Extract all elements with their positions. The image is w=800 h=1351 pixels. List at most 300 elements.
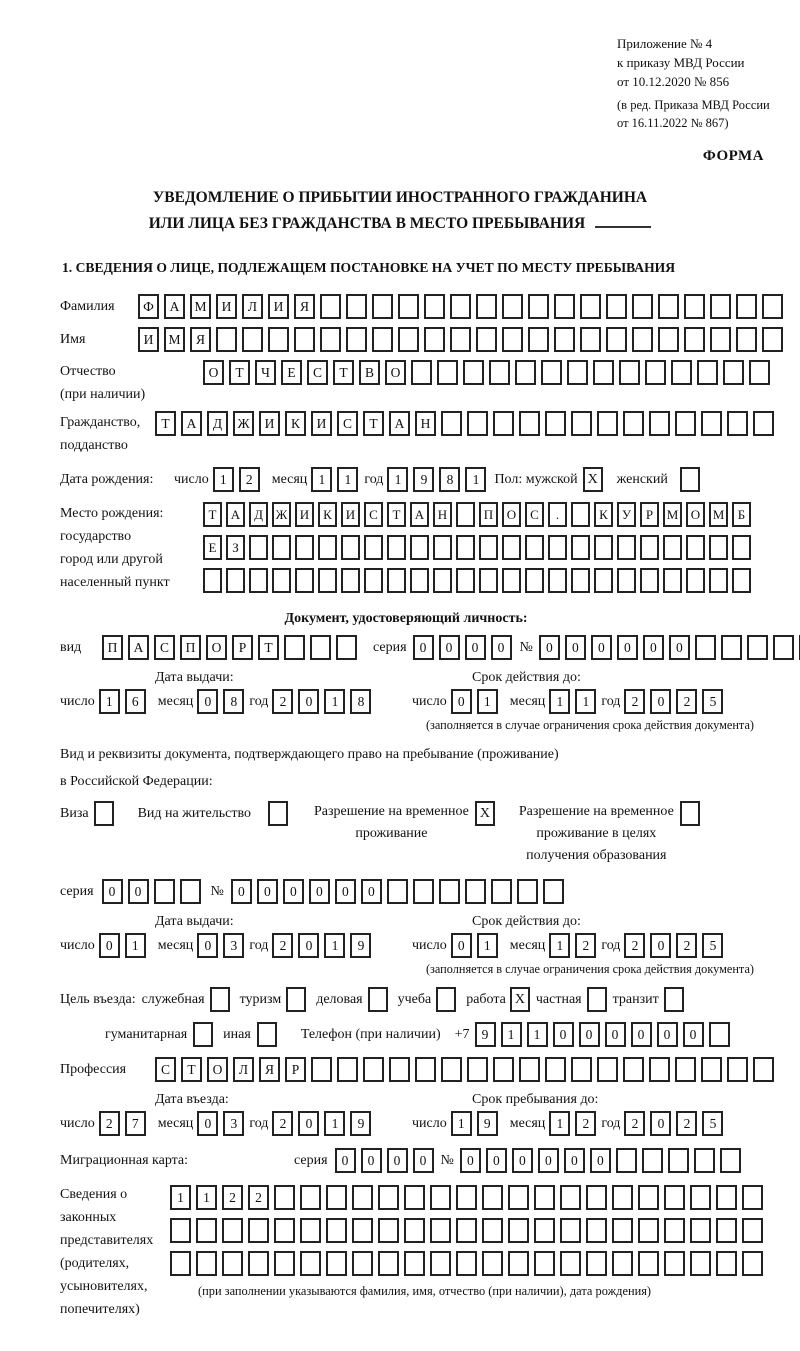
char-cell[interactable]: 0 [669,635,690,660]
char-cell[interactable] [684,294,705,319]
char-cell[interactable] [364,568,383,593]
char-cell[interactable] [378,1185,399,1210]
char-cell[interactable] [482,1185,503,1210]
char-cell[interactable]: Т [203,502,222,527]
char-cell[interactable] [274,1218,295,1243]
char-cell[interactable] [226,568,245,593]
char-cell[interactable]: Т [229,360,250,385]
char-cell[interactable]: 9 [413,467,434,492]
char-cell[interactable] [638,1251,659,1276]
char-cell[interactable]: 1 [477,933,498,958]
char-cell[interactable]: 0 [538,1148,559,1173]
char-cell[interactable] [723,360,744,385]
char-cell[interactable] [196,1251,217,1276]
char-cell[interactable]: 0 [617,635,638,660]
char-cell[interactable]: 1 [501,1022,522,1047]
char-cell[interactable] [415,1057,436,1082]
char-cell[interactable] [465,879,486,904]
char-cell[interactable] [709,568,728,593]
char-cell[interactable]: А [226,502,245,527]
char-cell[interactable]: 1 [213,467,234,492]
char-cell[interactable]: М [709,502,728,527]
char-cell[interactable]: С [364,502,383,527]
char-cell[interactable]: С [155,1057,176,1082]
char-cell[interactable] [541,360,562,385]
char-cell[interactable] [709,535,728,560]
char-cell[interactable] [216,327,237,352]
char-cell[interactable] [363,1057,384,1082]
char-cell[interactable] [710,294,731,319]
char-cell[interactable] [441,1057,462,1082]
char-cell[interactable] [619,360,640,385]
sex-female-checkbox[interactable] [680,467,700,492]
char-cell[interactable] [196,1218,217,1243]
char-cell[interactable] [548,535,567,560]
char-cell[interactable]: 1 [324,933,345,958]
char-cell[interactable] [378,1218,399,1243]
char-cell[interactable] [664,1251,685,1276]
char-cell[interactable]: 0 [465,635,486,660]
char-cell[interactable]: 0 [591,635,612,660]
char-cell[interactable] [690,1185,711,1210]
char-cell[interactable] [517,879,538,904]
char-cell[interactable]: А [410,502,429,527]
char-cell[interactable]: 2 [272,689,293,714]
char-cell[interactable] [387,568,406,593]
char-cell[interactable]: П [102,635,123,660]
char-cell[interactable]: 0 [539,635,560,660]
char-cell[interactable]: К [318,502,337,527]
char-cell[interactable]: К [285,411,306,436]
char-cell[interactable] [649,411,670,436]
char-cell[interactable] [387,535,406,560]
char-cell[interactable] [318,535,337,560]
char-cell[interactable] [476,327,497,352]
char-cell[interactable]: П [479,502,498,527]
char-cell[interactable]: И [138,327,159,352]
char-cell[interactable] [727,1057,748,1082]
char-cell[interactable]: 0 [102,879,123,904]
char-cell[interactable] [295,535,314,560]
char-cell[interactable] [180,879,201,904]
char-cell[interactable] [701,1057,722,1082]
char-cell[interactable] [502,568,521,593]
char-cell[interactable] [410,535,429,560]
char-cell[interactable]: А [128,635,149,660]
char-cell[interactable] [697,360,718,385]
char-cell[interactable] [594,568,613,593]
char-cell[interactable]: Я [259,1057,280,1082]
char-cell[interactable] [571,535,590,560]
char-cell[interactable] [404,1185,425,1210]
char-cell[interactable] [571,502,590,527]
char-cell[interactable] [450,294,471,319]
char-cell[interactable]: 0 [361,879,382,904]
char-cell[interactable] [773,635,794,660]
char-cell[interactable]: Ж [233,411,254,436]
char-cell[interactable] [716,1185,737,1210]
purpose-commercial-checkbox[interactable] [368,987,388,1012]
char-cell[interactable]: З [226,535,245,560]
char-cell[interactable] [617,568,636,593]
char-cell[interactable]: 0 [298,689,319,714]
char-cell[interactable] [430,1251,451,1276]
char-cell[interactable] [528,294,549,319]
char-cell[interactable] [671,360,692,385]
char-cell[interactable] [424,294,445,319]
char-cell[interactable] [732,568,751,593]
char-cell[interactable] [571,411,592,436]
char-cell[interactable] [378,1251,399,1276]
char-cell[interactable] [580,327,601,352]
char-cell[interactable]: Н [415,411,436,436]
char-cell[interactable]: 0 [413,1148,434,1173]
char-cell[interactable] [300,1218,321,1243]
char-cell[interactable] [456,568,475,593]
char-cell[interactable] [519,1057,540,1082]
char-cell[interactable]: 0 [650,689,671,714]
char-cell[interactable] [346,294,367,319]
char-cell[interactable]: 1 [387,467,408,492]
char-cell[interactable]: 0 [657,1022,678,1047]
char-cell[interactable]: 1 [337,467,358,492]
char-cell[interactable] [341,568,360,593]
char-cell[interactable]: Ж [272,502,291,527]
char-cell[interactable] [762,327,783,352]
char-cell[interactable] [663,535,682,560]
char-cell[interactable] [753,1057,774,1082]
char-cell[interactable] [668,1148,689,1173]
char-cell[interactable] [398,294,419,319]
char-cell[interactable]: А [389,411,410,436]
char-cell[interactable] [318,568,337,593]
char-cell[interactable]: 0 [99,933,120,958]
char-cell[interactable] [372,294,393,319]
char-cell[interactable]: 0 [631,1022,652,1047]
char-cell[interactable]: А [181,411,202,436]
char-cell[interactable]: 3 [223,1111,244,1136]
char-cell[interactable] [580,294,601,319]
char-cell[interactable]: 0 [451,689,472,714]
char-cell[interactable] [336,635,357,660]
char-cell[interactable]: 0 [298,1111,319,1136]
char-cell[interactable]: Т [387,502,406,527]
char-cell[interactable] [519,411,540,436]
char-cell[interactable]: Л [233,1057,254,1082]
char-cell[interactable]: 7 [125,1111,146,1136]
char-cell[interactable]: 0 [650,1111,671,1136]
char-cell[interactable]: Ф [138,294,159,319]
char-cell[interactable]: С [307,360,328,385]
char-cell[interactable]: О [502,502,521,527]
char-cell[interactable] [493,1057,514,1082]
char-cell[interactable]: 0 [257,879,278,904]
char-cell[interactable] [387,879,408,904]
char-cell[interactable]: 0 [197,933,218,958]
char-cell[interactable] [543,879,564,904]
char-cell[interactable]: 5 [702,689,723,714]
char-cell[interactable]: Т [181,1057,202,1082]
char-cell[interactable] [762,294,783,319]
char-cell[interactable]: О [686,502,705,527]
char-cell[interactable]: 2 [624,933,645,958]
char-cell[interactable] [450,327,471,352]
char-cell[interactable] [710,327,731,352]
char-cell[interactable]: 2 [575,933,596,958]
char-cell[interactable] [222,1218,243,1243]
char-cell[interactable] [742,1251,763,1276]
char-cell[interactable] [410,568,429,593]
char-cell[interactable]: 0 [683,1022,704,1047]
char-cell[interactable] [424,327,445,352]
char-cell[interactable] [154,879,175,904]
char-cell[interactable]: С [154,635,175,660]
char-cell[interactable]: Е [203,535,222,560]
char-cell[interactable] [701,411,722,436]
char-cell[interactable] [482,1218,503,1243]
char-cell[interactable] [294,327,315,352]
char-cell[interactable]: 1 [465,467,486,492]
char-cell[interactable] [597,1057,618,1082]
char-cell[interactable] [684,327,705,352]
char-cell[interactable] [203,568,222,593]
char-cell[interactable] [274,1251,295,1276]
char-cell[interactable]: 0 [486,1148,507,1173]
char-cell[interactable]: Р [232,635,253,660]
char-cell[interactable]: 0 [590,1148,611,1173]
char-cell[interactable] [249,568,268,593]
char-cell[interactable]: Н [433,502,452,527]
char-cell[interactable]: 2 [248,1185,269,1210]
char-cell[interactable] [742,1218,763,1243]
char-cell[interactable] [268,327,289,352]
char-cell[interactable] [694,1148,715,1173]
char-cell[interactable] [352,1185,373,1210]
char-cell[interactable]: 0 [650,933,671,958]
char-cell[interactable] [389,1057,410,1082]
char-cell[interactable] [398,327,419,352]
char-cell[interactable] [753,411,774,436]
char-cell[interactable] [274,1185,295,1210]
char-cell[interactable]: 2 [239,467,260,492]
char-cell[interactable] [612,1251,633,1276]
char-cell[interactable] [493,411,514,436]
char-cell[interactable] [170,1251,191,1276]
char-cell[interactable] [300,1185,321,1210]
char-cell[interactable] [441,411,462,436]
char-cell[interactable] [649,1057,670,1082]
char-cell[interactable] [364,535,383,560]
char-cell[interactable]: 0 [565,635,586,660]
char-cell[interactable] [586,1218,607,1243]
char-cell[interactable] [709,1022,730,1047]
char-cell[interactable]: 0 [128,879,149,904]
char-cell[interactable]: 1 [527,1022,548,1047]
char-cell[interactable]: Д [207,411,228,436]
char-cell[interactable]: 0 [298,933,319,958]
char-cell[interactable] [721,635,742,660]
char-cell[interactable] [586,1185,607,1210]
char-cell[interactable] [632,327,653,352]
char-cell[interactable] [695,635,716,660]
char-cell[interactable] [640,535,659,560]
char-cell[interactable] [525,535,544,560]
char-cell[interactable]: 8 [439,467,460,492]
char-cell[interactable] [727,411,748,436]
char-cell[interactable] [272,535,291,560]
char-cell[interactable] [528,327,549,352]
char-cell[interactable] [326,1218,347,1243]
char-cell[interactable] [623,1057,644,1082]
char-cell[interactable]: 9 [475,1022,496,1047]
char-cell[interactable] [479,535,498,560]
char-cell[interactable]: 9 [350,1111,371,1136]
char-cell[interactable] [515,360,536,385]
char-cell[interactable] [508,1218,529,1243]
char-cell[interactable]: 3 [223,933,244,958]
char-cell[interactable] [248,1218,269,1243]
char-cell[interactable]: И [341,502,360,527]
purpose-business-checkbox[interactable] [210,987,230,1012]
char-cell[interactable] [463,360,484,385]
char-cell[interactable] [456,502,475,527]
char-cell[interactable]: О [206,635,227,660]
char-cell[interactable] [467,1057,488,1082]
char-cell[interactable] [456,535,475,560]
visa-checkbox[interactable] [94,801,114,826]
char-cell[interactable]: 9 [477,1111,498,1136]
char-cell[interactable]: И [259,411,280,436]
rvp-checkbox[interactable]: X [475,801,495,826]
char-cell[interactable] [640,568,659,593]
char-cell[interactable]: 0 [309,879,330,904]
char-cell[interactable]: 1 [99,689,120,714]
char-cell[interactable]: 0 [231,879,252,904]
char-cell[interactable] [658,294,679,319]
char-cell[interactable]: 0 [460,1148,481,1173]
char-cell[interactable] [372,327,393,352]
char-cell[interactable]: 2 [272,933,293,958]
char-cell[interactable]: П [180,635,201,660]
char-cell[interactable] [548,568,567,593]
char-cell[interactable]: Е [281,360,302,385]
char-cell[interactable]: М [164,327,185,352]
char-cell[interactable] [616,1148,637,1173]
char-cell[interactable] [284,635,305,660]
char-cell[interactable] [560,1251,581,1276]
char-cell[interactable] [623,411,644,436]
char-cell[interactable] [560,1218,581,1243]
char-cell[interactable]: 0 [197,1111,218,1136]
char-cell[interactable]: 0 [335,1148,356,1173]
char-cell[interactable]: 0 [553,1022,574,1047]
char-cell[interactable] [430,1185,451,1210]
sex-male-checkbox[interactable]: X [583,467,603,492]
char-cell[interactable] [571,1057,592,1082]
char-cell[interactable] [508,1185,529,1210]
char-cell[interactable]: И [295,502,314,527]
char-cell[interactable]: 2 [676,689,697,714]
char-cell[interactable]: О [207,1057,228,1082]
char-cell[interactable] [612,1185,633,1210]
char-cell[interactable] [736,294,757,319]
char-cell[interactable]: 0 [283,879,304,904]
char-cell[interactable] [413,879,434,904]
char-cell[interactable]: 0 [491,635,512,660]
char-cell[interactable] [352,1218,373,1243]
char-cell[interactable]: 1 [477,689,498,714]
char-cell[interactable] [467,411,488,436]
char-cell[interactable] [439,879,460,904]
char-cell[interactable]: А [164,294,185,319]
char-cell[interactable]: 1 [324,689,345,714]
char-cell[interactable] [617,535,636,560]
char-cell[interactable]: Д [249,502,268,527]
char-cell[interactable]: 5 [702,1111,723,1136]
char-cell[interactable] [433,568,452,593]
char-cell[interactable]: 0 [197,689,218,714]
residence-permit-checkbox[interactable] [268,801,288,826]
char-cell[interactable] [534,1218,555,1243]
char-cell[interactable] [645,360,666,385]
char-cell[interactable]: 1 [549,1111,570,1136]
char-cell[interactable]: 0 [564,1148,585,1173]
char-cell[interactable]: И [268,294,289,319]
char-cell[interactable] [675,1057,696,1082]
char-cell[interactable]: С [525,502,544,527]
char-cell[interactable]: 9 [350,933,371,958]
char-cell[interactable]: Р [285,1057,306,1082]
char-cell[interactable]: 2 [272,1111,293,1136]
char-cell[interactable]: 0 [361,1148,382,1173]
char-cell[interactable] [222,1251,243,1276]
char-cell[interactable] [320,294,341,319]
char-cell[interactable] [456,1251,477,1276]
char-cell[interactable] [593,360,614,385]
char-cell[interactable] [567,360,588,385]
char-cell[interactable] [554,294,575,319]
char-cell[interactable] [476,294,497,319]
char-cell[interactable]: . [548,502,567,527]
char-cell[interactable] [642,1148,663,1173]
char-cell[interactable] [686,568,705,593]
char-cell[interactable] [690,1251,711,1276]
char-cell[interactable]: О [385,360,406,385]
char-cell[interactable] [597,411,618,436]
char-cell[interactable]: 0 [439,635,460,660]
char-cell[interactable]: 1 [170,1185,191,1210]
char-cell[interactable] [525,568,544,593]
char-cell[interactable]: О [203,360,224,385]
char-cell[interactable] [502,294,523,319]
char-cell[interactable] [249,535,268,560]
char-cell[interactable]: Т [363,411,384,436]
char-cell[interactable] [346,327,367,352]
char-cell[interactable]: 1 [125,933,146,958]
char-cell[interactable] [272,568,291,593]
char-cell[interactable]: 2 [624,1111,645,1136]
char-cell[interactable] [489,360,510,385]
char-cell[interactable] [170,1218,191,1243]
purpose-humanitarian-checkbox[interactable] [193,1022,213,1047]
char-cell[interactable]: 2 [99,1111,120,1136]
char-cell[interactable] [337,1057,358,1082]
char-cell[interactable] [747,635,768,660]
char-cell[interactable] [404,1251,425,1276]
char-cell[interactable]: 0 [387,1148,408,1173]
char-cell[interactable]: 0 [512,1148,533,1173]
char-cell[interactable] [545,411,566,436]
